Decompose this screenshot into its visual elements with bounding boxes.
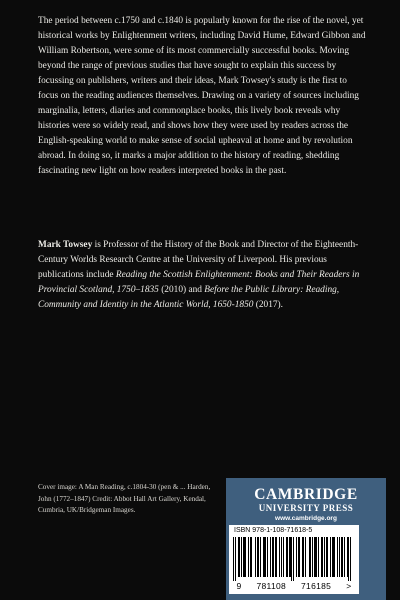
barcode-bar bbox=[265, 537, 266, 577]
previous-book-title-1: Reading the Scottish Enlightenment: Books and Their Readers in Provincial Scotland, 1750–1835 bbox=[38, 270, 360, 295]
publisher-url: www.cambridge.org bbox=[275, 515, 337, 522]
barcode-bar bbox=[333, 537, 334, 577]
previous-book-title-2: Before the Public Library: Reading, Community and Identity in the Atlantic World, 1650-1850 bbox=[38, 285, 340, 310]
barcode-digit-group: 9 bbox=[236, 581, 242, 591]
barcode-bar bbox=[289, 537, 290, 577]
back-cover-blurb: The period between c.1750 and c.1840 is popularly known for the rise of the novel, yet historical works by Enlightenment writers, including David Hume, Edward Gibbon and William Robertson, were some of its most commercially successful books. Moving beyond the range of previous studies that have sought to explain this success by focussing on publishers, writers and their ideas, Mark Towsey's study is the first to focus on the reading audiences themselves. Drawing on a variety of sources including marginalia, letters, diaries and commonplace books, this lively book reveals why histories were so widely read, and shows how they were used by readers across the English-speaking world to make sense of social upheaval at home and by revolution abroad. In doing so, it marks a major addition to the history of reading, shedding fascinating new light on how readers interpreted books in the past. bbox=[38, 16, 366, 176]
barcode-digit-group: 716185 bbox=[301, 581, 332, 591]
author-bio bbox=[38, 238, 366, 313]
barcode-bar bbox=[309, 537, 310, 577]
barcode-bar bbox=[321, 537, 322, 577]
barcode-bar bbox=[303, 537, 304, 577]
barcode-bar bbox=[248, 537, 249, 577]
barcode-bar bbox=[310, 537, 311, 577]
barcode-bar bbox=[275, 537, 276, 577]
barcode-bar bbox=[298, 537, 299, 577]
barcode-bar bbox=[330, 537, 331, 577]
barcode-bar bbox=[316, 537, 317, 577]
barcode-bar bbox=[318, 537, 319, 577]
barcode-bar bbox=[286, 537, 287, 577]
barcode-bar bbox=[251, 537, 252, 577]
barcode-bar bbox=[326, 537, 327, 577]
barcode-bars bbox=[233, 537, 355, 581]
barcode-bar bbox=[233, 537, 234, 581]
barcode-bar bbox=[245, 537, 246, 577]
barcode-bar bbox=[324, 537, 325, 577]
barcode-bar bbox=[342, 537, 343, 577]
barcode-bar bbox=[350, 537, 351, 581]
bio-text-1: is Professor of the History of the Book and Director of the Eighteenth-Century Worlds Research Centre at the University of Liverpool. His previous publications include bbox=[38, 240, 359, 280]
barcode-bar bbox=[235, 537, 236, 581]
publisher-name: CAMBRIDGE bbox=[254, 486, 358, 503]
barcode-bar bbox=[255, 537, 256, 577]
barcode-bar bbox=[258, 537, 259, 577]
barcode-bar bbox=[270, 537, 271, 577]
barcode-bar bbox=[299, 537, 300, 577]
publisher-press: UNIVERSITY PRESS bbox=[258, 503, 354, 513]
barcode-bar bbox=[241, 537, 242, 577]
barcode-bar bbox=[267, 537, 268, 577]
barcode-bar bbox=[312, 537, 313, 577]
barcode-bar bbox=[264, 537, 265, 577]
barcode-bar bbox=[348, 537, 349, 581]
barcode-bar bbox=[334, 537, 335, 577]
barcode-bar bbox=[279, 537, 280, 577]
barcode-bar bbox=[287, 537, 288, 577]
barcode-digit-group: > bbox=[346, 581, 352, 591]
barcode-bar bbox=[344, 537, 345, 577]
cover-image-credit: Cover image: A Man Reading, c.1804-30 (pen & ... Harden, John (1772–1847) Credit: Abbot Hall Art Gallery, Kendal, Cumbria, UK/Bridgeman Images. bbox=[38, 483, 211, 514]
bio-text-2: (2010) and bbox=[158, 285, 205, 295]
barcode-digit-group: 781108 bbox=[256, 581, 287, 591]
barcode-bar bbox=[273, 537, 274, 577]
barcode-bar bbox=[341, 537, 342, 577]
barcode-bar bbox=[257, 537, 258, 577]
barcode-bar bbox=[281, 537, 282, 577]
isbn-label: ISBN 978-1-108-71618-5 bbox=[234, 527, 313, 534]
barcode-bar bbox=[347, 537, 348, 577]
barcode-bar bbox=[337, 537, 338, 577]
barcode-bar bbox=[291, 537, 292, 581]
barcode-bar bbox=[322, 537, 323, 577]
barcode-bar bbox=[239, 537, 240, 577]
barcode-bar bbox=[293, 537, 294, 581]
barcode-bar bbox=[302, 537, 303, 577]
barcode-bar bbox=[332, 537, 333, 577]
barcode-bar bbox=[315, 537, 316, 577]
barcode-bar bbox=[290, 537, 291, 577]
barcode-bar bbox=[296, 537, 297, 577]
bio-text-3: (2017). bbox=[253, 300, 284, 310]
author-name: Mark Towsey bbox=[38, 240, 93, 250]
barcode-bar bbox=[244, 537, 245, 577]
barcode-bar bbox=[339, 537, 340, 577]
barcode-bar bbox=[263, 537, 264, 577]
barcode-bar bbox=[260, 537, 261, 577]
barcode-bar bbox=[276, 537, 277, 577]
isbn-barcode bbox=[229, 525, 359, 594]
barcode-bar bbox=[250, 537, 251, 577]
barcode-bar bbox=[327, 537, 328, 577]
barcode-bar bbox=[238, 537, 239, 577]
barcode-bar bbox=[305, 537, 306, 577]
barcode-bar bbox=[283, 537, 284, 577]
barcode-digits bbox=[229, 581, 359, 591]
barcode-bar bbox=[243, 537, 244, 577]
barcode-bar bbox=[272, 537, 273, 577]
barcode-bar bbox=[314, 537, 315, 577]
